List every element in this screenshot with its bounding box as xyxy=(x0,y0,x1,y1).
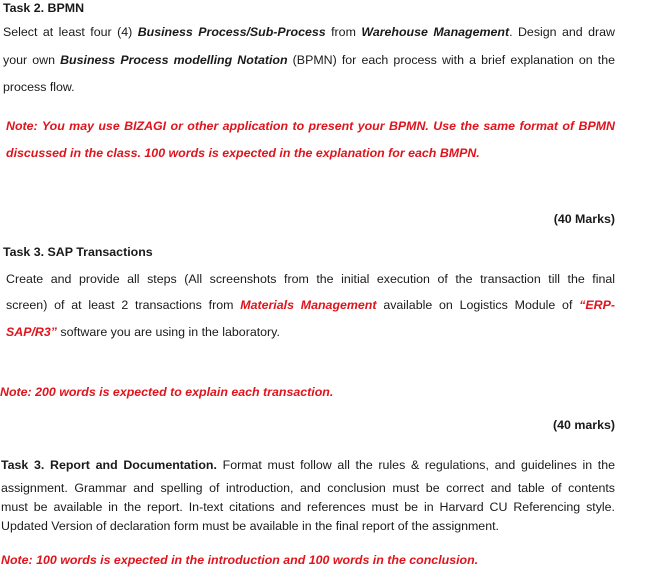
task3-report-paragraph-line-2: assignment. Grammar and spelling of introduction, and conclusion must be correct and table of contents xyxy=(1,481,615,495)
task2-paragraph-line-3: process flow. xyxy=(3,80,75,94)
task2-marks: (40 Marks) xyxy=(553,212,615,226)
task3-report-paragraph-line-3: must be available in the report. In-text citations and references must be in Harvard CU Referencing style. xyxy=(1,500,615,514)
task3-report-heading: Task 3. Report and Documentation. xyxy=(1,458,217,472)
task2-note-line-2: discussed in the class. 100 words is expected in the explanation for each BMPN. xyxy=(6,146,480,160)
task2-note-line-1: Note: You may use BIZAGI or other application to present your BPMN. Use the same format of BPMN xyxy=(6,119,615,133)
task3-sap-paragraph-line-1: Create and provide all steps (All screenshots from the initial execution of the transaction till the final xyxy=(6,272,615,286)
task3-sap-paragraph-line-2: screen) of at least 2 transactions from Materials Management available on Logistics Module of “ERP- xyxy=(6,298,616,312)
task3-report-paragraph-line-1: Task 3. Report and Documentation. Format must follow all the rules & regulations, and guidelines in the xyxy=(1,458,616,472)
task3-sap-paragraph-line-3: SAP/R3” software you are using in the laboratory. xyxy=(6,325,280,339)
task3-report-note: Note: 100 words is expected in the introduction and 100 words in the conclusion. xyxy=(1,553,479,567)
task2-paragraph-line-2: your own Business Process modelling Notation (BPMN) for each process with a brief explanation on the xyxy=(3,53,615,67)
task3-sap-heading: Task 3. SAP Transactions xyxy=(3,245,153,259)
task3-sap-note: Note: 200 words is expected to explain each transaction. xyxy=(0,385,334,399)
task3-sap-marks: (40 marks) xyxy=(553,418,615,432)
task2-heading: Task 2. BPMN xyxy=(3,1,85,15)
task3-report-paragraph-line-4: Updated Version of declaration form must be available in the final report of the assignment. xyxy=(1,519,499,533)
task2-paragraph-line-1: Select at least four (4) Business Process/Sub-Process from Warehouse Management. Design and draw xyxy=(3,25,615,39)
